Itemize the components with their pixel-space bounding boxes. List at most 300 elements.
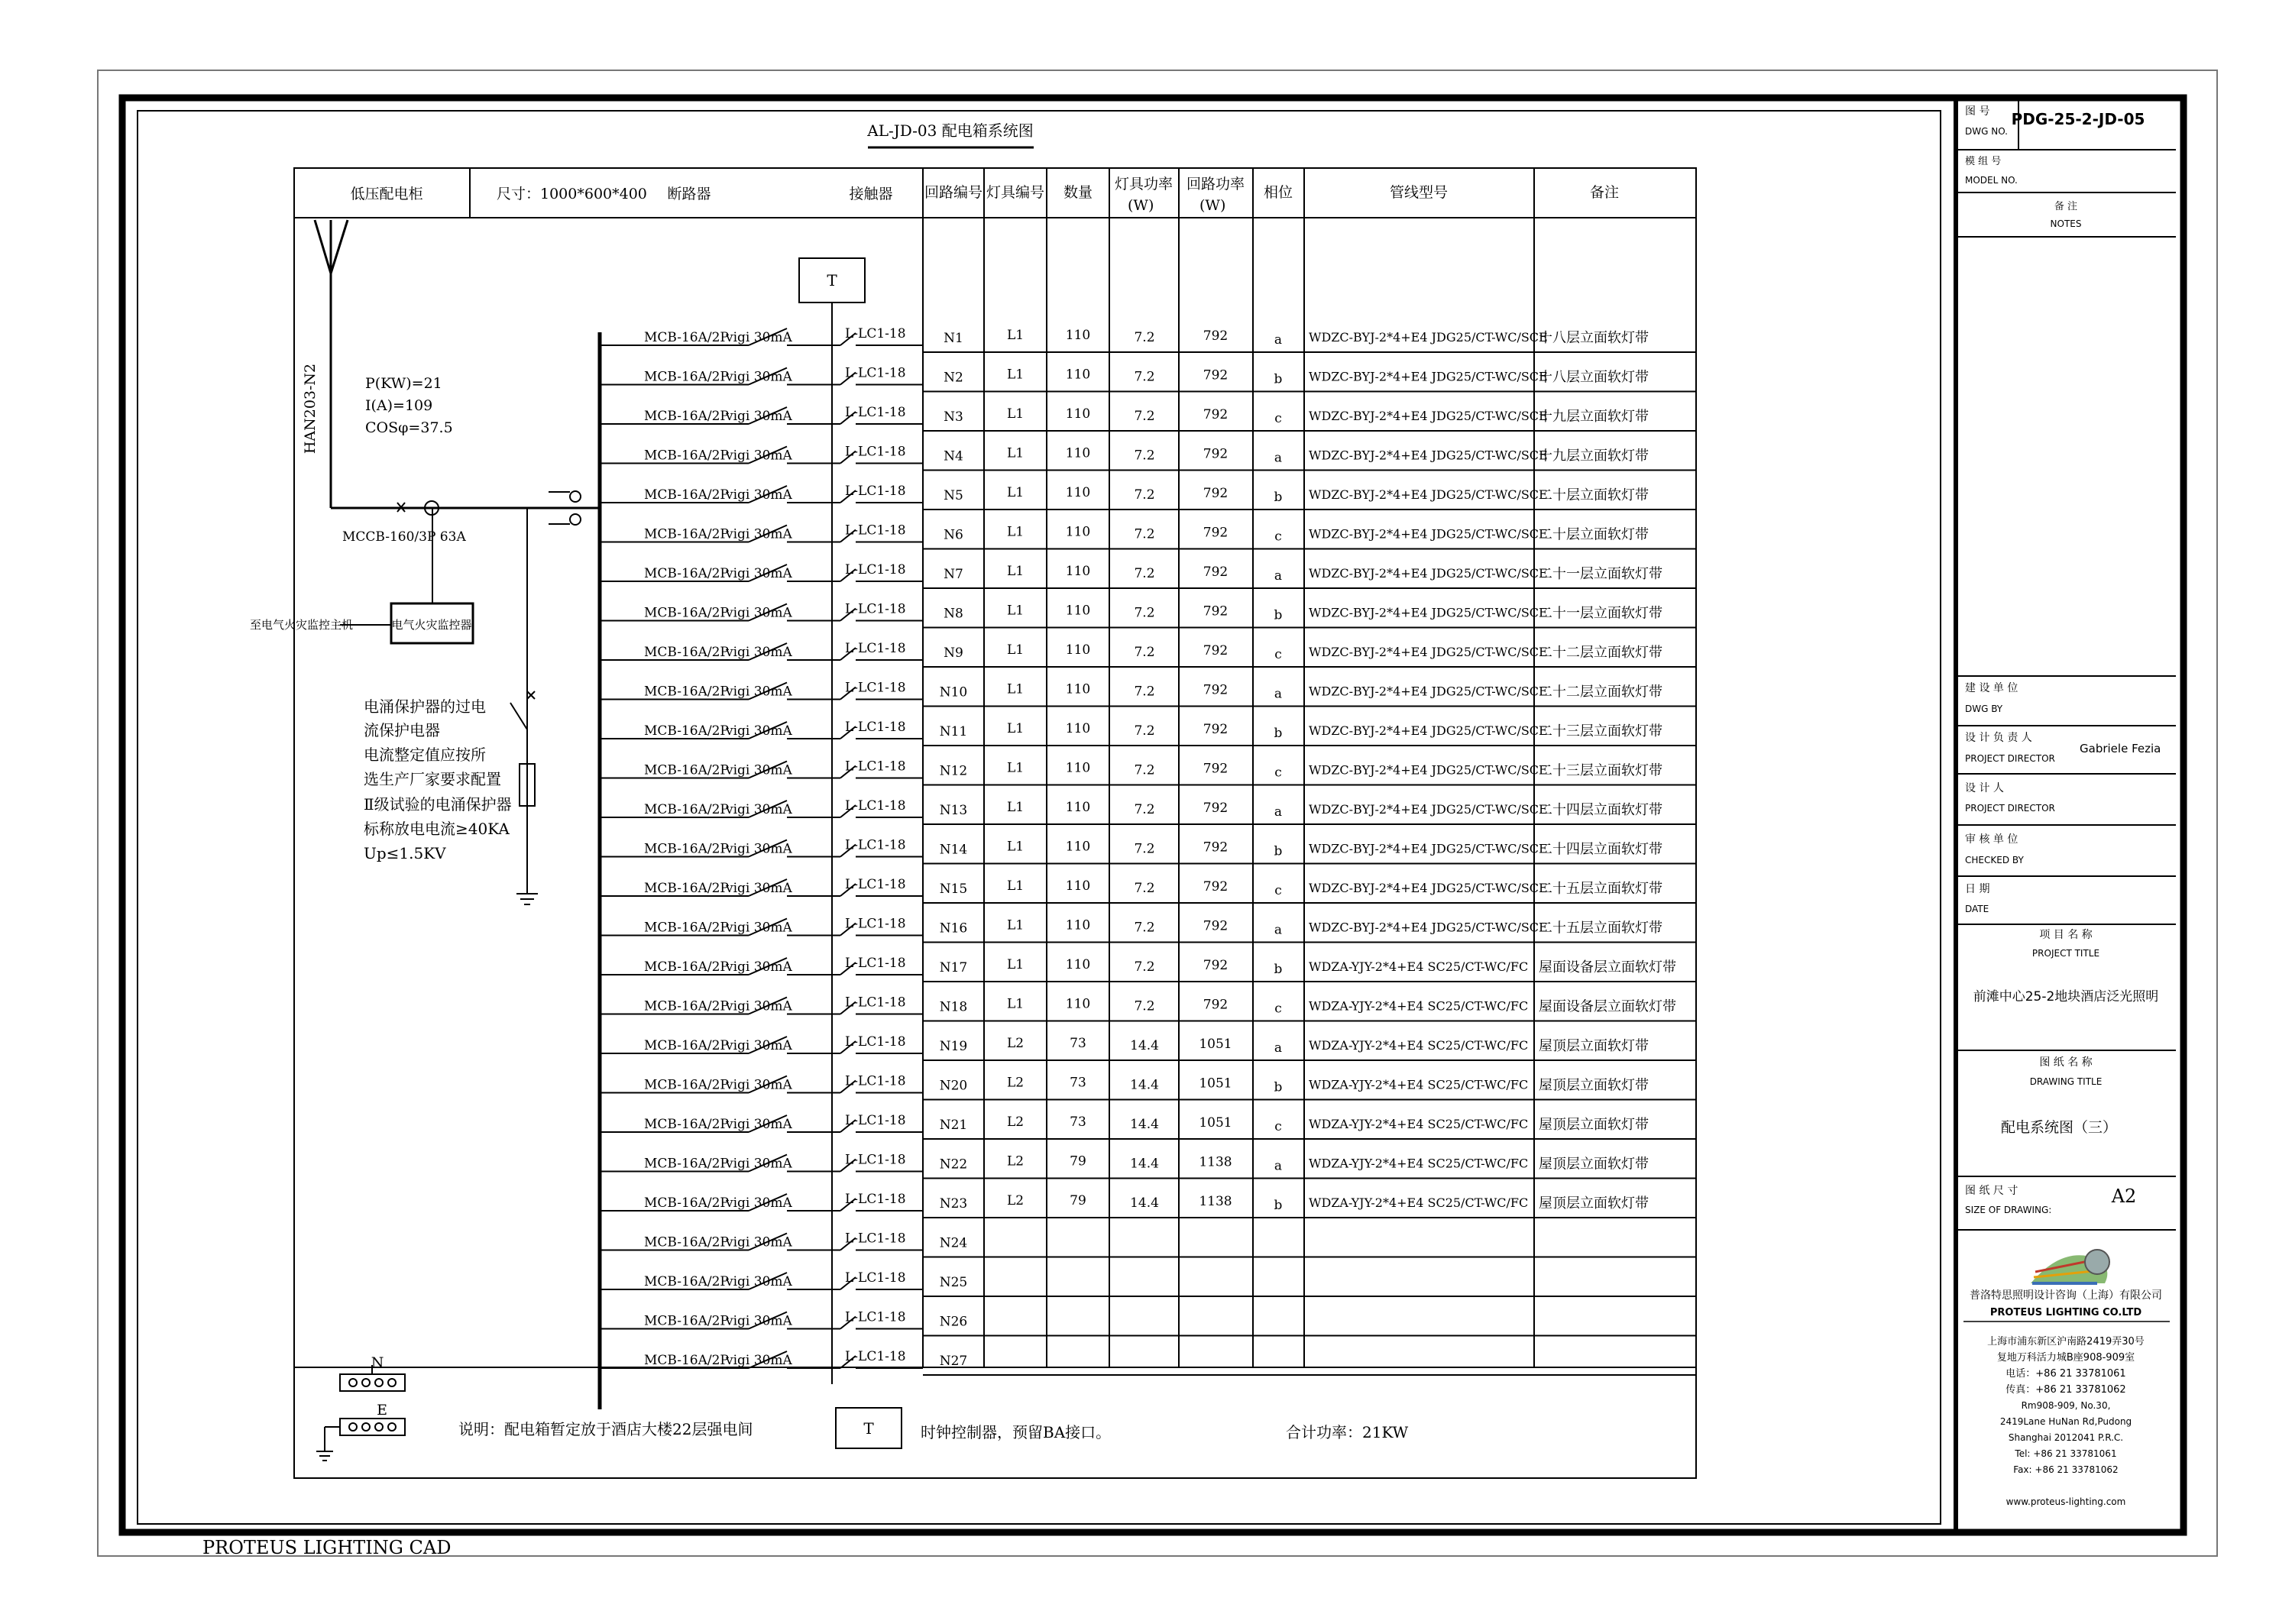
table-row <box>600 798 1696 824</box>
lamp-no: L1 <box>1006 642 1025 658</box>
circuit-no: N24 <box>939 1235 968 1251</box>
rcd-label: vigi 30mA <box>726 1274 792 1289</box>
lamp-no: L2 <box>1006 1193 1025 1208</box>
contactor-label: L-LC1-18 <box>845 995 906 1011</box>
cable-spec: WDZC-BYJ-2*4+E4 JDG25/CT-WC/SCE <box>1309 605 1548 620</box>
spd-note-line: 标称放电电流≥40KA <box>364 820 510 838</box>
lamp-qty: 110 <box>1065 367 1091 383</box>
breaker-label: MCB-16A/2P <box>644 920 729 936</box>
ne-terminals <box>316 1365 405 1461</box>
table-row <box>600 326 1696 352</box>
diagram-title: AL-JD-03 配电箱系统图 <box>867 121 1034 140</box>
circuit-power: 792 <box>1203 407 1229 422</box>
checked-en: CHECKED BY <box>1965 855 2024 865</box>
table-row <box>600 956 1696 982</box>
notes-en: NOTES <box>2050 218 2082 229</box>
fire-monitor-label: 电气火灾监控器 <box>391 618 472 632</box>
cable-spec: WDZC-BYJ-2*4+E4 JDG25/CT-WC/SCE <box>1309 684 1548 699</box>
address-line: 上海市浦东新区沪南路2419弄30号 <box>1987 1336 2145 1347</box>
dwg-no-value: PDG-25-2-JD-05 <box>2011 110 2145 128</box>
table-row <box>600 1113 1696 1139</box>
date-en: DATE <box>1965 904 1989 914</box>
circuit-no: N4 <box>944 448 963 464</box>
circuit-no: N2 <box>944 370 963 386</box>
lamp-power: 14.4 <box>1130 1117 1159 1132</box>
circuit-no: N5 <box>944 488 963 503</box>
rcd-label: vigi 30mA <box>726 802 792 817</box>
lamp-qty: 110 <box>1065 642 1091 658</box>
lamp-no: L1 <box>1006 839 1025 855</box>
circuit-power: 792 <box>1203 525 1229 541</box>
phase: a <box>1274 332 1283 348</box>
circuit-no: N22 <box>939 1157 968 1173</box>
lamp-qty: 110 <box>1065 681 1091 697</box>
circuit-power: 1051 <box>1199 1037 1232 1052</box>
rcd-label: vigi 30mA <box>726 566 792 581</box>
phase: b <box>1274 843 1283 859</box>
table-row <box>600 1270 1696 1296</box>
lamp-qty: 73 <box>1070 1075 1086 1091</box>
circuit-power: 792 <box>1203 486 1229 501</box>
rcd-label: vigi 30mA <box>726 1313 792 1329</box>
circuit-power: 792 <box>1203 603 1229 620</box>
director-name: Gabriele Fezia <box>2080 742 2161 755</box>
dwg-no-cn: 图 号 <box>1965 105 1990 118</box>
contactor-label: L-LC1-18 <box>845 680 906 696</box>
cable-spec: WDZC-BYJ-2*4+E4 JDG25/CT-WC/SCE <box>1309 369 1548 384</box>
circuit-power: 1138 <box>1199 1194 1232 1209</box>
lamp-no: L1 <box>1006 721 1025 736</box>
neutral-label: N <box>371 1354 384 1371</box>
header-phase: 相位 <box>1263 184 1293 201</box>
spd-note-line: 电涌保护器的过电 <box>364 697 486 716</box>
circuit-no: N17 <box>939 960 968 975</box>
remark: 十九层立面软灯带 <box>1539 409 1649 425</box>
table-row <box>600 759 1696 785</box>
contactor-label: L-LC1-18 <box>845 1034 906 1050</box>
rcd-label: vigi 30mA <box>726 645 792 660</box>
remark: 屋面设备层立面软灯带 <box>1539 959 1676 975</box>
circuit-no: N19 <box>939 1039 968 1054</box>
contactor-label: L-LC1-18 <box>845 1152 906 1168</box>
phase: b <box>1274 1079 1283 1095</box>
circuit-power: 792 <box>1203 682 1229 698</box>
lamp-power: 14.4 <box>1130 1156 1159 1172</box>
contactor-label: L-LC1-18 <box>845 720 906 735</box>
contactor-label: L-LC1-18 <box>845 562 906 577</box>
contactor-label: L-LC1-18 <box>845 1270 906 1286</box>
phase: c <box>1274 765 1282 781</box>
contactor-label: L-LC1-18 <box>845 1073 906 1089</box>
remark: 二十一层立面软灯带 <box>1539 605 1662 622</box>
cable-spec: WDZA-YJY-2*4+E4 SC25/CT-WC/FC <box>1309 1038 1529 1053</box>
director-cn: 设 计 负 责 人 <box>1965 732 2032 744</box>
circuit-no: N23 <box>939 1196 968 1212</box>
contactor-label: L-LC1-18 <box>845 1309 906 1325</box>
lamp-power: 14.4 <box>1130 1038 1159 1053</box>
contactor-label: L-LC1-18 <box>845 877 906 892</box>
table-row <box>600 523 1696 549</box>
phase: a <box>1274 922 1283 938</box>
lamp-power: 7.2 <box>1134 998 1155 1014</box>
lamp-power: 7.2 <box>1134 605 1155 621</box>
circuit-power: 792 <box>1203 328 1229 344</box>
rcd-label: vigi 30mA <box>726 605 792 621</box>
circuit-power: 792 <box>1203 918 1229 934</box>
cable-spec: WDZC-BYJ-2*4+E4 JDG25/CT-WC/SCE <box>1309 881 1548 895</box>
lamp-no: L2 <box>1006 1114 1025 1130</box>
cable-spec: WDZA-YJY-2*4+E4 SC25/CT-WC/FC <box>1309 1195 1529 1210</box>
cable-spec: WDZA-YJY-2*4+E4 SC25/CT-WC/FC <box>1309 959 1529 974</box>
lamp-no: L1 <box>1006 603 1025 619</box>
lamp-no: L1 <box>1006 485 1025 500</box>
address-line: Shanghai 2012041 P.R.C. <box>2008 1432 2124 1443</box>
lamp-power: 7.2 <box>1134 762 1155 778</box>
lamp-no: L1 <box>1006 957 1025 972</box>
lamp-qty: 110 <box>1065 485 1091 500</box>
contactor-label: L-LC1-18 <box>845 601 906 617</box>
size-value: A2 <box>2111 1186 2137 1207</box>
circuit-power: 792 <box>1203 958 1229 973</box>
current-a: I(A)=109 <box>365 397 433 414</box>
table-row <box>600 405 1696 431</box>
remark: 十九层立面软灯带 <box>1539 448 1649 464</box>
dwg-no-en: DWG NO. <box>1965 126 2008 137</box>
table-row <box>600 562 1696 588</box>
phase: c <box>1274 411 1282 426</box>
project-title: 前滩中心25-2地块酒店泛光照明 <box>1973 989 2159 1004</box>
contactor-label: L-LC1-18 <box>845 837 906 853</box>
total-power: 合计功率：21KW <box>1286 1423 1409 1441</box>
lamp-qty: 73 <box>1070 1114 1086 1130</box>
timer-note: 时钟控制器，预留BA接口。 <box>921 1423 1112 1441</box>
breaker-label: MCB-16A/2P <box>644 1077 729 1093</box>
lamp-power: 7.2 <box>1134 684 1155 700</box>
lamp-qty: 110 <box>1065 878 1091 894</box>
contactor-label: L-LC1-18 <box>845 522 906 539</box>
circuit-no: N21 <box>939 1118 968 1133</box>
company-cn: 普洛特思照明设计咨询（上海）有限公司 <box>1970 1289 2162 1302</box>
cable-spec: WDZC-BYJ-2*4+E4 JDG25/CT-WC/SCE <box>1309 448 1548 463</box>
circuit-power: 792 <box>1203 446 1229 462</box>
header-lamp-no: 灯具编号 <box>986 184 1045 201</box>
lamp-qty: 110 <box>1065 721 1091 736</box>
circuit-power: 792 <box>1203 879 1229 894</box>
contactor-label: L-LC1-18 <box>845 326 906 341</box>
breaker-label: MCB-16A/2P <box>644 1274 729 1289</box>
earth-label: E <box>377 1402 387 1419</box>
size-en: SIZE OF DRAWING: <box>1965 1205 2052 1215</box>
breaker-label: MCB-16A/2P <box>644 330 729 345</box>
circuit-power: 792 <box>1203 761 1229 777</box>
lamp-qty: 110 <box>1065 957 1091 972</box>
phase: a <box>1274 568 1283 584</box>
lamp-no: L1 <box>1006 367 1025 383</box>
lamp-power: 7.2 <box>1134 723 1155 739</box>
table-row <box>600 720 1696 746</box>
table-row <box>600 917 1696 943</box>
drawing-title: 配电系统图（三） <box>2000 1119 2118 1136</box>
cable-spec: WDZC-BYJ-2*4+E4 JDG25/CT-WC/SCE <box>1309 330 1548 345</box>
cable-spec: WDZA-YJY-2*4+E4 SC25/CT-WC/FC <box>1309 1117 1529 1131</box>
model-en: MODEL NO. <box>1965 175 2018 186</box>
header-circuit-power: 回路功率 <box>1186 176 1245 192</box>
lamp-no: L1 <box>1006 445 1025 461</box>
cad-label: PROTEUS LIGHTING CAD <box>202 1537 452 1558</box>
contactor-label: L-LC1-18 <box>845 956 906 971</box>
main-breaker-label: MCCB-160/3P 63A <box>342 529 466 545</box>
circuit-no: N7 <box>944 567 963 582</box>
table-row <box>600 366 1696 392</box>
table-row <box>600 838 1696 864</box>
address-line: Tel: +86 21 33781061 <box>2015 1448 2117 1459</box>
lamp-power: 7.2 <box>1134 920 1155 936</box>
phase: c <box>1274 529 1282 545</box>
circuit-no: N8 <box>944 606 963 622</box>
title-block-text <box>1963 105 2170 1507</box>
table-row <box>600 1231 1696 1257</box>
cable-spec: WDZA-YJY-2*4+E4 SC25/CT-WC/FC <box>1309 998 1529 1014</box>
size-cn: 图 纸 尺 寸 <box>1965 1185 2018 1197</box>
rcd-label: vigi 30mA <box>726 369 792 385</box>
rcd-label: vigi 30mA <box>726 762 792 778</box>
lamp-no: L2 <box>1006 1153 1025 1169</box>
lamp-power: 7.2 <box>1134 369 1155 385</box>
remark: 屋面设备层立面软灯带 <box>1539 998 1676 1015</box>
rcd-label: vigi 30mA <box>726 526 792 542</box>
lamp-qty: 110 <box>1065 996 1091 1012</box>
lamp-qty: 110 <box>1065 760 1091 776</box>
breaker-label: MCB-16A/2P <box>644 1313 729 1329</box>
breaker-label: MCB-16A/2P <box>644 645 729 660</box>
table-row <box>600 484 1696 510</box>
contactor-label: L-LC1-18 <box>845 1113 906 1128</box>
breaker-label: MCB-16A/2P <box>644 802 729 817</box>
rcd-label: vigi 30mA <box>726 684 792 700</box>
remark: 二十四层立面软灯带 <box>1539 841 1662 858</box>
table-row <box>600 877 1696 903</box>
phase: c <box>1274 1001 1282 1017</box>
remark: 二十四层立面软灯带 <box>1539 802 1662 818</box>
cable-spec: WDZC-BYJ-2*4+E4 JDG25/CT-WC/SCE <box>1309 645 1548 659</box>
designer-en: PROJECT DIRECTOR <box>1965 803 2055 814</box>
lamp-no: L1 <box>1006 524 1025 540</box>
circuit-no: N11 <box>939 724 968 739</box>
breaker-label: MCB-16A/2P <box>644 369 729 385</box>
address-line: Rm908-909, No.30, <box>2021 1400 2111 1411</box>
location-note: 说明：配电箱暂定放于酒店大楼22层强电间 <box>458 1420 753 1438</box>
circuit-no: N20 <box>939 1078 968 1094</box>
lamp-power: 7.2 <box>1134 409 1155 424</box>
phase: a <box>1274 450 1283 466</box>
breaker-label: MCB-16A/2P <box>644 409 729 424</box>
rcd-label: vigi 30mA <box>726 1156 792 1172</box>
contactor-label: L-LC1-18 <box>845 484 906 499</box>
company-logo <box>2031 1250 2109 1283</box>
rcd-label: vigi 30mA <box>726 1234 792 1250</box>
rcd-label: vigi 30mA <box>726 487 792 503</box>
table-row <box>600 681 1696 707</box>
cable-spec: WDZC-BYJ-2*4+E4 JDG25/CT-WC/SCE <box>1309 841 1548 856</box>
remark: 十八层立面软灯带 <box>1539 330 1649 346</box>
phase: c <box>1274 647 1282 662</box>
table-row <box>600 641 1696 667</box>
remark: 二十层立面软灯带 <box>1539 526 1649 543</box>
lamp-qty: 79 <box>1070 1193 1086 1208</box>
remark: 二十三层立面软灯带 <box>1539 723 1662 739</box>
model-cn: 模 组 号 <box>1965 156 2002 167</box>
project-en: PROJECT TITLE <box>2031 948 2100 959</box>
cable-spec: WDZA-YJY-2*4+E4 SC25/CT-WC/FC <box>1309 1156 1529 1171</box>
timer-label: T <box>827 271 837 290</box>
circuit-no: N15 <box>939 882 968 897</box>
dwg-by-en: DWG BY <box>1965 704 2003 714</box>
contactor-label: L-LC1-18 <box>845 365 906 381</box>
rcd-label: vigi 30mA <box>726 841 792 857</box>
timer-label-footer: T <box>863 1419 874 1438</box>
breaker-label: MCB-16A/2P <box>644 566 729 581</box>
spd-note-line: 电流整定值应按所 <box>364 746 486 764</box>
contactor-label: L-LC1-18 <box>845 1231 906 1247</box>
remark: 二十二层立面软灯带 <box>1539 645 1662 661</box>
rcd-label: vigi 30mA <box>726 1353 792 1368</box>
rcd-label: vigi 30mA <box>726 1195 792 1211</box>
circuit-no: N14 <box>939 842 968 858</box>
table-row <box>600 602 1696 628</box>
phase: b <box>1274 371 1283 387</box>
rcd-label: vigi 30mA <box>726 920 792 936</box>
lamp-qty: 110 <box>1065 917 1091 933</box>
circuit-no: N27 <box>939 1354 968 1369</box>
address-line: 传真：+86 21 33781062 <box>2006 1384 2126 1396</box>
circuit-power: 1138 <box>1199 1154 1232 1170</box>
company-website[interactable]: www.proteus-lighting.com <box>2006 1496 2126 1507</box>
lamp-power: 14.4 <box>1130 1077 1159 1093</box>
lamp-no: L1 <box>1006 996 1025 1012</box>
remark: 屋顶层立面软灯带 <box>1539 1117 1649 1133</box>
lamp-power: 7.2 <box>1134 959 1155 975</box>
address-line: 复地万科活力城B座908-909室 <box>1996 1352 2135 1364</box>
circuit-power: 792 <box>1203 367 1229 383</box>
remark: 二十五层立面软灯带 <box>1539 881 1662 897</box>
spd-note-line: Up≤1.5KV <box>364 844 446 862</box>
power-kw: P(KW)=21 <box>365 375 442 392</box>
circuit-power: 792 <box>1203 643 1229 658</box>
drawing-cn: 图 纸 名 称 <box>2039 1056 2093 1069</box>
table-row <box>600 1153 1696 1179</box>
header-size: 尺寸：1000*600*400 <box>497 186 647 202</box>
drawing-en: DRAWING TITLE <box>2029 1076 2103 1087</box>
director-en: PROJECT DIRECTOR <box>1965 753 2055 764</box>
phase: a <box>1274 1158 1283 1174</box>
circuit-no: N12 <box>939 763 968 779</box>
lamp-power: 7.2 <box>1134 448 1155 464</box>
date-cn: 日 期 <box>1965 883 1990 895</box>
header-lamp-power-unit: (W) <box>1128 197 1154 214</box>
lamp-power: 7.2 <box>1134 526 1155 542</box>
breaker-label: MCB-16A/2P <box>644 1353 729 1368</box>
lamp-no: L1 <box>1006 681 1025 697</box>
notes-cn: 备 注 <box>2054 201 2078 212</box>
remark: 屋顶层立面软灯带 <box>1539 1195 1649 1212</box>
lamp-qty: 73 <box>1070 1036 1086 1051</box>
lamp-no: L1 <box>1006 800 1025 815</box>
breaker-label: MCB-16A/2P <box>644 762 729 778</box>
circuit-power: 1051 <box>1199 1076 1232 1092</box>
address-line: 2419Lane HuNan Rd,Pudong <box>1999 1416 2132 1427</box>
header-switchboard: 低压配电柜 <box>350 186 423 202</box>
designer-cn: 设 计 人 <box>1965 782 2004 794</box>
rcd-label: vigi 30mA <box>726 881 792 896</box>
rcd-label: vigi 30mA <box>726 1077 792 1093</box>
fire-link-label: 至电气火灾监控主机 <box>250 618 354 632</box>
lamp-power: 7.2 <box>1134 645 1155 660</box>
lamp-qty: 110 <box>1065 406 1091 422</box>
lamp-no: L1 <box>1006 878 1025 894</box>
lamp-no: L1 <box>1006 406 1025 422</box>
power-factor: COSφ=37.5 <box>365 419 453 436</box>
lamp-power: 7.2 <box>1134 881 1155 896</box>
lamp-qty: 110 <box>1065 603 1091 619</box>
rcd-label: vigi 30mA <box>726 1117 792 1132</box>
circuit-no: N25 <box>939 1275 968 1290</box>
breaker-label: MCB-16A/2P <box>644 605 729 621</box>
header-breaker: 断路器 <box>667 186 711 202</box>
contactor-label: L-LC1-18 <box>845 641 906 656</box>
contactor-label: L-LC1-18 <box>845 916 906 932</box>
lamp-qty: 110 <box>1065 564 1091 579</box>
remark: 屋顶层立面软灯带 <box>1539 1077 1649 1094</box>
checked-cn: 审 核 单 位 <box>1965 833 2018 846</box>
table-row <box>600 1074 1696 1100</box>
lamp-no: L1 <box>1006 917 1025 933</box>
remark: 二十一层立面软灯带 <box>1539 566 1662 582</box>
table-row <box>600 1310 1696 1336</box>
phase: b <box>1274 1198 1283 1213</box>
phase: b <box>1274 962 1283 977</box>
cable-spec: WDZC-BYJ-2*4+E4 JDG25/CT-WC/SCE <box>1309 409 1548 423</box>
breaker-label: MCB-16A/2P <box>644 1195 729 1211</box>
contactor-label: L-LC1-18 <box>845 1349 906 1364</box>
lamp-no: L1 <box>1006 760 1025 776</box>
breaker-label: MCB-16A/2P <box>644 1234 729 1250</box>
breaker-label: MCB-16A/2P <box>644 959 729 975</box>
cable-spec: WDZC-BYJ-2*4+E4 JDG25/CT-WC/SCE <box>1309 723 1548 738</box>
header-contactor: 接触器 <box>849 186 893 202</box>
lamp-qty: 110 <box>1065 839 1091 855</box>
table-row <box>600 1034 1696 1060</box>
header-circuit-power-unit: (W) <box>1199 197 1226 214</box>
company-en: PROTEUS LIGHTING CO.LTD <box>1989 1307 2142 1318</box>
remark: 十八层立面软灯带 <box>1539 369 1649 386</box>
cable-spec: WDZC-BYJ-2*4+E4 JDG25/CT-WC/SCE <box>1309 762 1548 778</box>
table-row <box>600 445 1696 471</box>
spd-note-line: 选生产厂家要求配置 <box>364 770 501 788</box>
lamp-no: L2 <box>1006 1075 1025 1091</box>
breaker-label: MCB-16A/2P <box>644 1156 729 1172</box>
breaker-label: MCB-16A/2P <box>644 448 729 464</box>
cable-spec: WDZC-BYJ-2*4+E4 JDG25/CT-WC/SCE <box>1309 487 1548 502</box>
remark: 二十二层立面软灯带 <box>1539 684 1662 700</box>
spd-note-line: Ⅱ级试验的电涌保护器 <box>364 795 512 814</box>
lamp-power: 7.2 <box>1134 487 1155 503</box>
rcd-label: vigi 30mA <box>726 448 792 464</box>
spd-note <box>364 697 512 862</box>
rcd-label: vigi 30mA <box>726 409 792 424</box>
circuit-power: 792 <box>1203 722 1229 737</box>
spd-note-line: 流保护电器 <box>364 721 440 739</box>
phase: b <box>1274 726 1283 741</box>
